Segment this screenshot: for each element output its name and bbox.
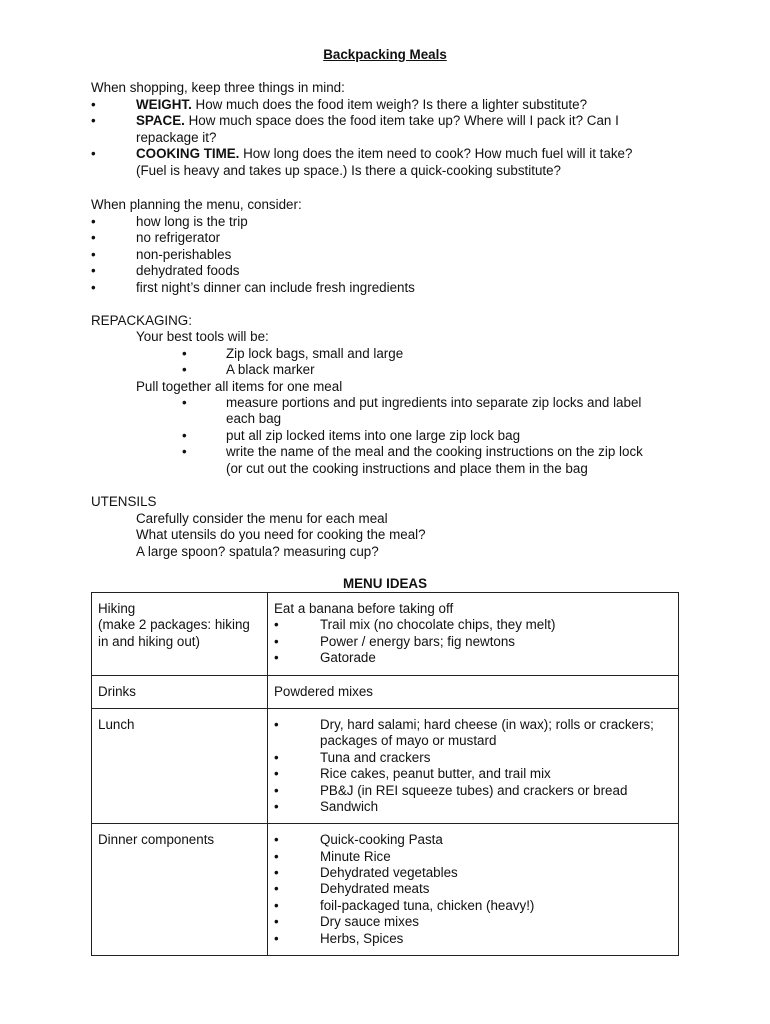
list-item-continuation: (Fuel is heavy and takes up space.) Is there a quick-cooking substitute? <box>136 162 562 178</box>
list-item: • Rice cakes, peanut butter, and trail mix <box>274 766 551 782</box>
list-item: • write the name of the meal and the cooking instructions on the zip lock <box>182 444 643 460</box>
repackaging-heading: REPACKAGING: <box>91 313 192 328</box>
table-cell-label: Dinner components <box>92 824 268 956</box>
list-item-continuation: packages of mayo or mustard <box>320 733 497 749</box>
table-row <box>92 708 679 823</box>
tools-list <box>182 346 702 379</box>
list-item: • Herbs, Spices <box>274 930 404 946</box>
list-item: • COOKING TIME. How long does the item need to cook? How much fuel will it take? <box>91 146 633 162</box>
table-cell-content <box>268 708 679 823</box>
list-item: • Quick-cooking Pasta <box>274 832 443 848</box>
list-item: • Power / energy bars; fig newtons <box>274 633 516 649</box>
list-item: • A black marker <box>182 362 315 378</box>
table-row <box>92 675 679 708</box>
list-item: • WEIGHT. How much does the food item weigh? Is there a lighter substitute? <box>91 97 588 112</box>
list-item: • Tuna and crackers <box>274 749 431 765</box>
planning-list <box>91 214 691 296</box>
planning-intro: When planning the menu, consider: <box>91 197 302 212</box>
utensils-line: What utensils do you need for cooking the meal? <box>136 527 426 542</box>
list-item: • PB&J (in REI squeeze tubes) and crackers or bread <box>274 782 628 798</box>
repackaging-meal-intro: Pull together all items for one meal <box>136 379 343 394</box>
table-cell-content <box>268 824 679 956</box>
utensils-line: A large spoon? spatula? measuring cup? <box>136 544 379 559</box>
table-cell-label: Hiking (make 2 packages: hiking in and hiking out) <box>92 593 268 676</box>
list-item: • Dry sauce mixes <box>274 914 419 930</box>
list-item-continuation: each bag <box>226 411 282 427</box>
table-cell-label: Drinks <box>92 675 268 708</box>
table-cell-content: Eat a banana before taking off • Trail mix (no chocolate chips, they melt) • Power / energy bars; fig newtons • Gatorade <box>268 593 679 676</box>
meal-steps-list <box>182 395 702 477</box>
list-item: • no refrigerator <box>91 230 221 246</box>
list-item: • foil-packaged tuna, chicken (heavy!) <box>274 897 535 913</box>
menu-table <box>91 592 679 956</box>
shopping-intro: When shopping, keep three things in mind: <box>91 80 345 95</box>
menu-title: MENU IDEAS <box>342 576 428 591</box>
table-cell-label: Lunch <box>92 708 268 823</box>
document-title: Backpacking Meals <box>323 47 447 62</box>
list-item: • SPACE. How much space does the food item take up? Where will I pack it? Can I <box>91 113 619 129</box>
list-item: • Minute Rice <box>274 848 391 864</box>
list-item: • dehydrated foods <box>91 263 240 279</box>
list-item: • measure portions and put ingredients into separate zip locks and label <box>182 395 642 410</box>
list-item-continuation: repackage it? <box>136 129 217 145</box>
table-cell-content: Powdered mixes <box>268 675 679 708</box>
utensils-line: Carefully consider the menu for each meal <box>136 511 388 526</box>
list-item: • non-perishables <box>91 246 232 262</box>
table-row <box>92 824 679 956</box>
list-item: • how long is the trip <box>91 214 248 229</box>
shopping-list <box>91 97 691 179</box>
repackaging-tools-intro: Your best tools will be: <box>136 329 269 344</box>
list-item: • Sandwich <box>274 798 379 814</box>
list-item-continuation: (or cut out the cooking instructions and place them in the bag <box>226 460 588 476</box>
list-item: • Gatorade <box>274 650 376 666</box>
table-row <box>92 593 679 676</box>
list-item: • first night’s dinner can include fresh ingredients <box>91 279 415 295</box>
list-item: • Dehydrated vegetables <box>274 865 458 881</box>
list-item: • Trail mix (no chocolate chips, they melt) <box>274 617 556 633</box>
list-item: • Dehydrated meats <box>274 881 430 897</box>
list-item: • Dry, hard salami; hard cheese (in wax); rolls or crackers; <box>274 716 654 732</box>
list-item: • put all zip locked items into one large zip lock bag <box>182 427 521 443</box>
list-item: • Zip lock bags, small and large <box>182 346 404 361</box>
utensils-heading: UTENSILS <box>91 494 157 509</box>
